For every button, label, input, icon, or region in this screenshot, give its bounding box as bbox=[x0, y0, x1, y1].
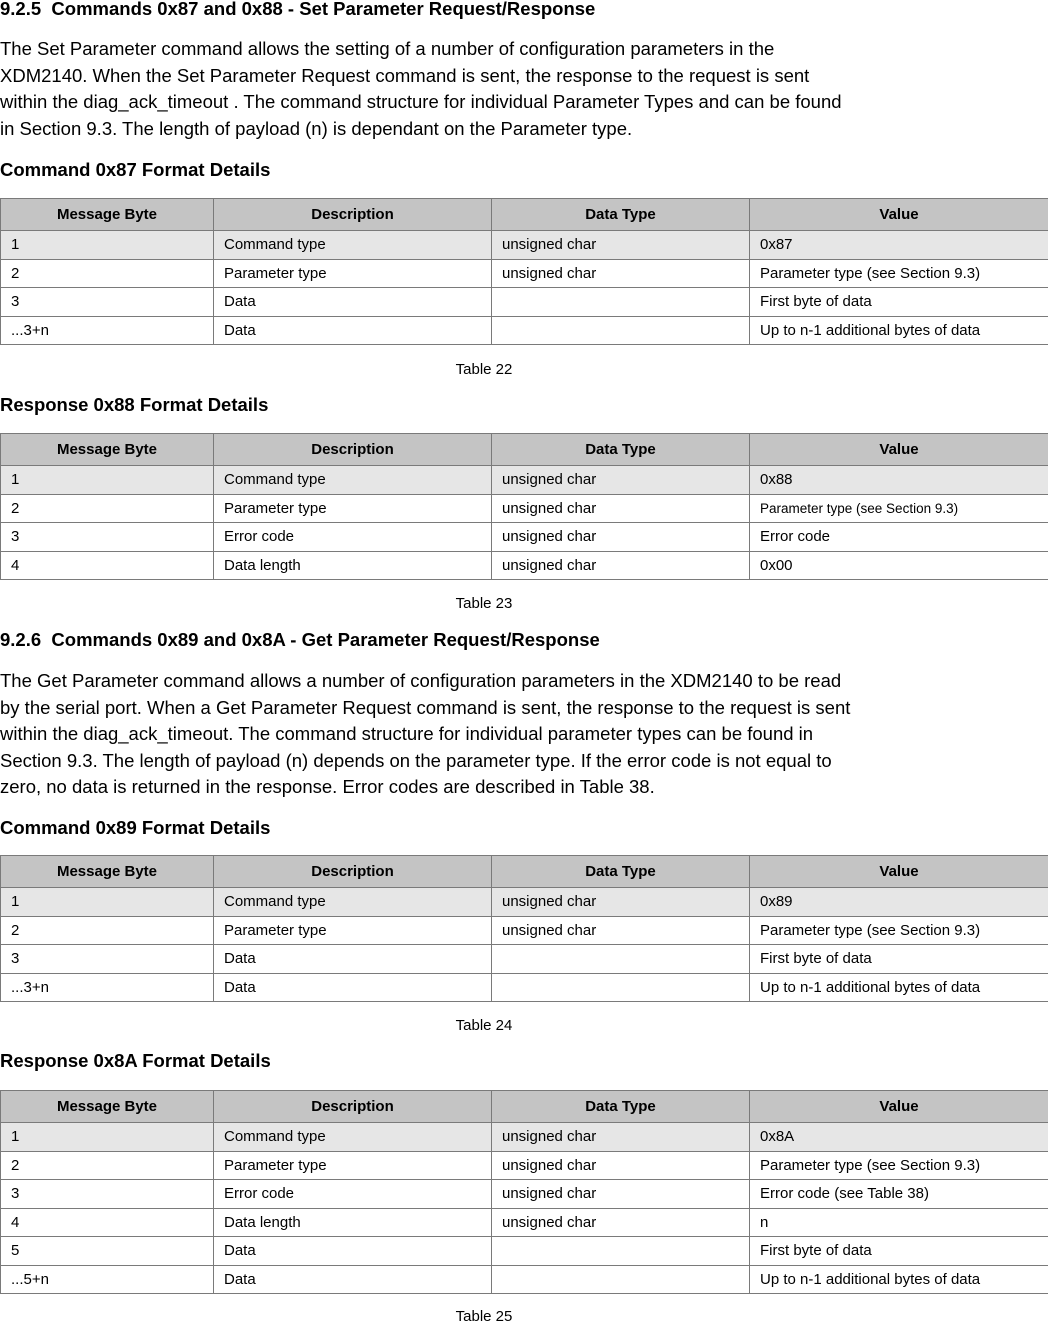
table-cell: 1 bbox=[1, 466, 214, 495]
table-cell: 1 bbox=[1, 231, 214, 260]
table-cell: ...3+n bbox=[1, 973, 214, 1002]
table-cell: 2 bbox=[1, 259, 214, 288]
table-cell: 3 bbox=[1, 523, 214, 552]
table-cell: Data bbox=[214, 973, 492, 1002]
table-cell: unsigned char bbox=[492, 888, 750, 917]
table-cell: Up to n-1 additional bytes of data bbox=[750, 1265, 1048, 1294]
table-cell: 4 bbox=[1, 551, 214, 580]
section-9-2-6-paragraph bbox=[0, 668, 1000, 801]
table-cell: Up to n-1 additional bytes of data bbox=[750, 973, 1048, 1002]
table-cell: Data bbox=[214, 1265, 492, 1294]
table-row bbox=[1, 1151, 1048, 1180]
paragraph-line: by the serial port. When a Get Parameter Request command is sent, the response to the request is sent bbox=[0, 695, 1000, 722]
table-row bbox=[1, 1123, 1048, 1152]
table-cell: First byte of data bbox=[750, 945, 1048, 974]
table-cell: 1 bbox=[1, 1123, 214, 1152]
table-row bbox=[1, 945, 1048, 974]
table-24-caption: Table 24 bbox=[0, 1017, 968, 1034]
table-header-row bbox=[1, 856, 1048, 888]
table-row bbox=[1, 288, 1048, 317]
table-cell: unsigned char bbox=[492, 466, 750, 495]
column-header: Value bbox=[750, 1091, 1048, 1123]
table-row bbox=[1, 551, 1048, 580]
table-cell: 0x87 bbox=[750, 231, 1048, 260]
table-cell: unsigned char bbox=[492, 523, 750, 552]
table-cell: Parameter type bbox=[214, 259, 492, 288]
paragraph-line: zero, no data is returned in the response. Error codes are described in Table 38. bbox=[0, 774, 1000, 801]
table-25 bbox=[0, 1090, 1048, 1294]
column-header: Message Byte bbox=[1, 1091, 214, 1123]
table-cell bbox=[492, 288, 750, 317]
table-row bbox=[1, 259, 1048, 288]
table-cell: unsigned char bbox=[492, 1208, 750, 1237]
table-cell bbox=[492, 1265, 750, 1294]
table-cell bbox=[492, 973, 750, 1002]
table-cell: 0x00 bbox=[750, 551, 1048, 580]
table-cell: Parameter type (see Section 9.3) bbox=[750, 1151, 1048, 1180]
table-cell: Data bbox=[214, 1237, 492, 1266]
table-cell: ...5+n bbox=[1, 1265, 214, 1294]
table-cell: Data length bbox=[214, 551, 492, 580]
table-row bbox=[1, 466, 1048, 495]
table-cell: Data bbox=[214, 316, 492, 345]
table-cell: Command type bbox=[214, 888, 492, 917]
table-cell: 3 bbox=[1, 1180, 214, 1209]
column-header: Value bbox=[750, 856, 1048, 888]
table-cell: unsigned char bbox=[492, 259, 750, 288]
column-header: Description bbox=[214, 434, 492, 466]
table-cell: Parameter type (see Section 9.3) bbox=[750, 494, 1048, 523]
table-cell: 3 bbox=[1, 288, 214, 317]
column-header: Description bbox=[214, 856, 492, 888]
table-cell: Parameter type bbox=[214, 916, 492, 945]
paragraph-line: within the diag_ack_timeout. The command structure for individual parameter types can be found in bbox=[0, 721, 1000, 748]
table-cell: Data length bbox=[214, 1208, 492, 1237]
table-cell: unsigned char bbox=[492, 1151, 750, 1180]
section-title-9-2-5: 9.2.5 Commands 0x87 and 0x88 - Set Parameter Request/Response bbox=[0, 0, 595, 20]
table-23-caption: Table 23 bbox=[0, 595, 968, 612]
table-22-heading: Command 0x87 Format Details bbox=[0, 159, 270, 181]
table-header-row bbox=[1, 1091, 1048, 1123]
table-cell: Command type bbox=[214, 231, 492, 260]
table-cell: Parameter type (see Section 9.3) bbox=[750, 259, 1048, 288]
column-header: Description bbox=[214, 199, 492, 231]
table-cell: unsigned char bbox=[492, 231, 750, 260]
table-cell: Error code (see Table 38) bbox=[750, 1180, 1048, 1209]
table-22 bbox=[0, 198, 1048, 345]
section-9-2-5-paragraph bbox=[0, 36, 1000, 142]
table-cell bbox=[492, 1237, 750, 1266]
column-header: Data Type bbox=[492, 856, 750, 888]
table-row bbox=[1, 523, 1048, 552]
table-25-caption: Table 25 bbox=[0, 1308, 968, 1325]
table-cell: Command type bbox=[214, 466, 492, 495]
table-row bbox=[1, 1180, 1048, 1209]
table-cell: n bbox=[750, 1208, 1048, 1237]
table-cell: unsigned char bbox=[492, 1123, 750, 1152]
table-cell: 0x88 bbox=[750, 466, 1048, 495]
column-header: Data Type bbox=[492, 434, 750, 466]
column-header: Data Type bbox=[492, 199, 750, 231]
table-cell: 0x8A bbox=[750, 1123, 1048, 1152]
table-24 bbox=[0, 855, 1048, 1002]
table-cell: Data bbox=[214, 288, 492, 317]
table-row bbox=[1, 1208, 1048, 1237]
table-cell: 4 bbox=[1, 1208, 214, 1237]
table-cell: 5 bbox=[1, 1237, 214, 1266]
table-cell: Data bbox=[214, 945, 492, 974]
table-cell: Up to n-1 additional bytes of data bbox=[750, 316, 1048, 345]
column-header: Message Byte bbox=[1, 856, 214, 888]
column-header: Value bbox=[750, 434, 1048, 466]
column-header: Description bbox=[214, 1091, 492, 1123]
table-cell bbox=[492, 945, 750, 974]
table-cell: 2 bbox=[1, 916, 214, 945]
table-cell: ...3+n bbox=[1, 316, 214, 345]
paragraph-line: The Set Parameter command allows the setting of a number of configuration parameters in the bbox=[0, 36, 1000, 63]
table-cell: Error code bbox=[750, 523, 1048, 552]
column-header: Value bbox=[750, 199, 1048, 231]
table-cell: Error code bbox=[214, 523, 492, 552]
table-row bbox=[1, 916, 1048, 945]
table-23-heading: Response 0x88 Format Details bbox=[0, 394, 268, 416]
table-row bbox=[1, 888, 1048, 917]
table-header-row bbox=[1, 434, 1048, 466]
table-header-row bbox=[1, 199, 1048, 231]
paragraph-line: in Section 9.3. The length of payload (n) is dependant on the Parameter type. bbox=[0, 116, 1000, 143]
table-cell: Parameter type bbox=[214, 1151, 492, 1180]
table-23 bbox=[0, 433, 1048, 580]
table-cell: First byte of data bbox=[750, 288, 1048, 317]
table-22-caption: Table 22 bbox=[0, 361, 968, 378]
table-cell: 2 bbox=[1, 1151, 214, 1180]
table-24-heading: Command 0x89 Format Details bbox=[0, 817, 270, 839]
table-cell: Parameter type (see Section 9.3) bbox=[750, 916, 1048, 945]
table-row bbox=[1, 973, 1048, 1002]
table-cell: 1 bbox=[1, 888, 214, 917]
table-cell: 2 bbox=[1, 494, 214, 523]
paragraph-line: XDM2140. When the Set Parameter Request command is sent, the response to the request is sent bbox=[0, 63, 1000, 90]
column-header: Data Type bbox=[492, 1091, 750, 1123]
table-cell: 3 bbox=[1, 945, 214, 974]
table-cell: unsigned char bbox=[492, 494, 750, 523]
table-25-heading: Response 0x8A Format Details bbox=[0, 1050, 271, 1072]
column-header: Message Byte bbox=[1, 434, 214, 466]
table-cell: 0x89 bbox=[750, 888, 1048, 917]
table-cell bbox=[492, 316, 750, 345]
table-row bbox=[1, 316, 1048, 345]
section-title-9-2-6: 9.2.6 Commands 0x89 and 0x8A - Get Parameter Request/Response bbox=[0, 629, 600, 651]
paragraph-line: The Get Parameter command allows a number of configuration parameters in the XDM2140 to be read bbox=[0, 668, 1000, 695]
table-row bbox=[1, 494, 1048, 523]
paragraph-line: within the diag_ack_timeout . The command structure for individual Parameter Types and can be found bbox=[0, 89, 1000, 116]
table-row bbox=[1, 231, 1048, 260]
table-row bbox=[1, 1265, 1048, 1294]
table-cell: unsigned char bbox=[492, 1180, 750, 1209]
table-cell: Error code bbox=[214, 1180, 492, 1209]
table-cell: Command type bbox=[214, 1123, 492, 1152]
table-cell: First byte of data bbox=[750, 1237, 1048, 1266]
table-cell: unsigned char bbox=[492, 551, 750, 580]
table-cell: Parameter type bbox=[214, 494, 492, 523]
table-row bbox=[1, 1237, 1048, 1266]
paragraph-line: Section 9.3. The length of payload (n) depends on the parameter type. If the error code is not equal to bbox=[0, 748, 1000, 775]
column-header: Message Byte bbox=[1, 199, 214, 231]
table-cell: unsigned char bbox=[492, 916, 750, 945]
